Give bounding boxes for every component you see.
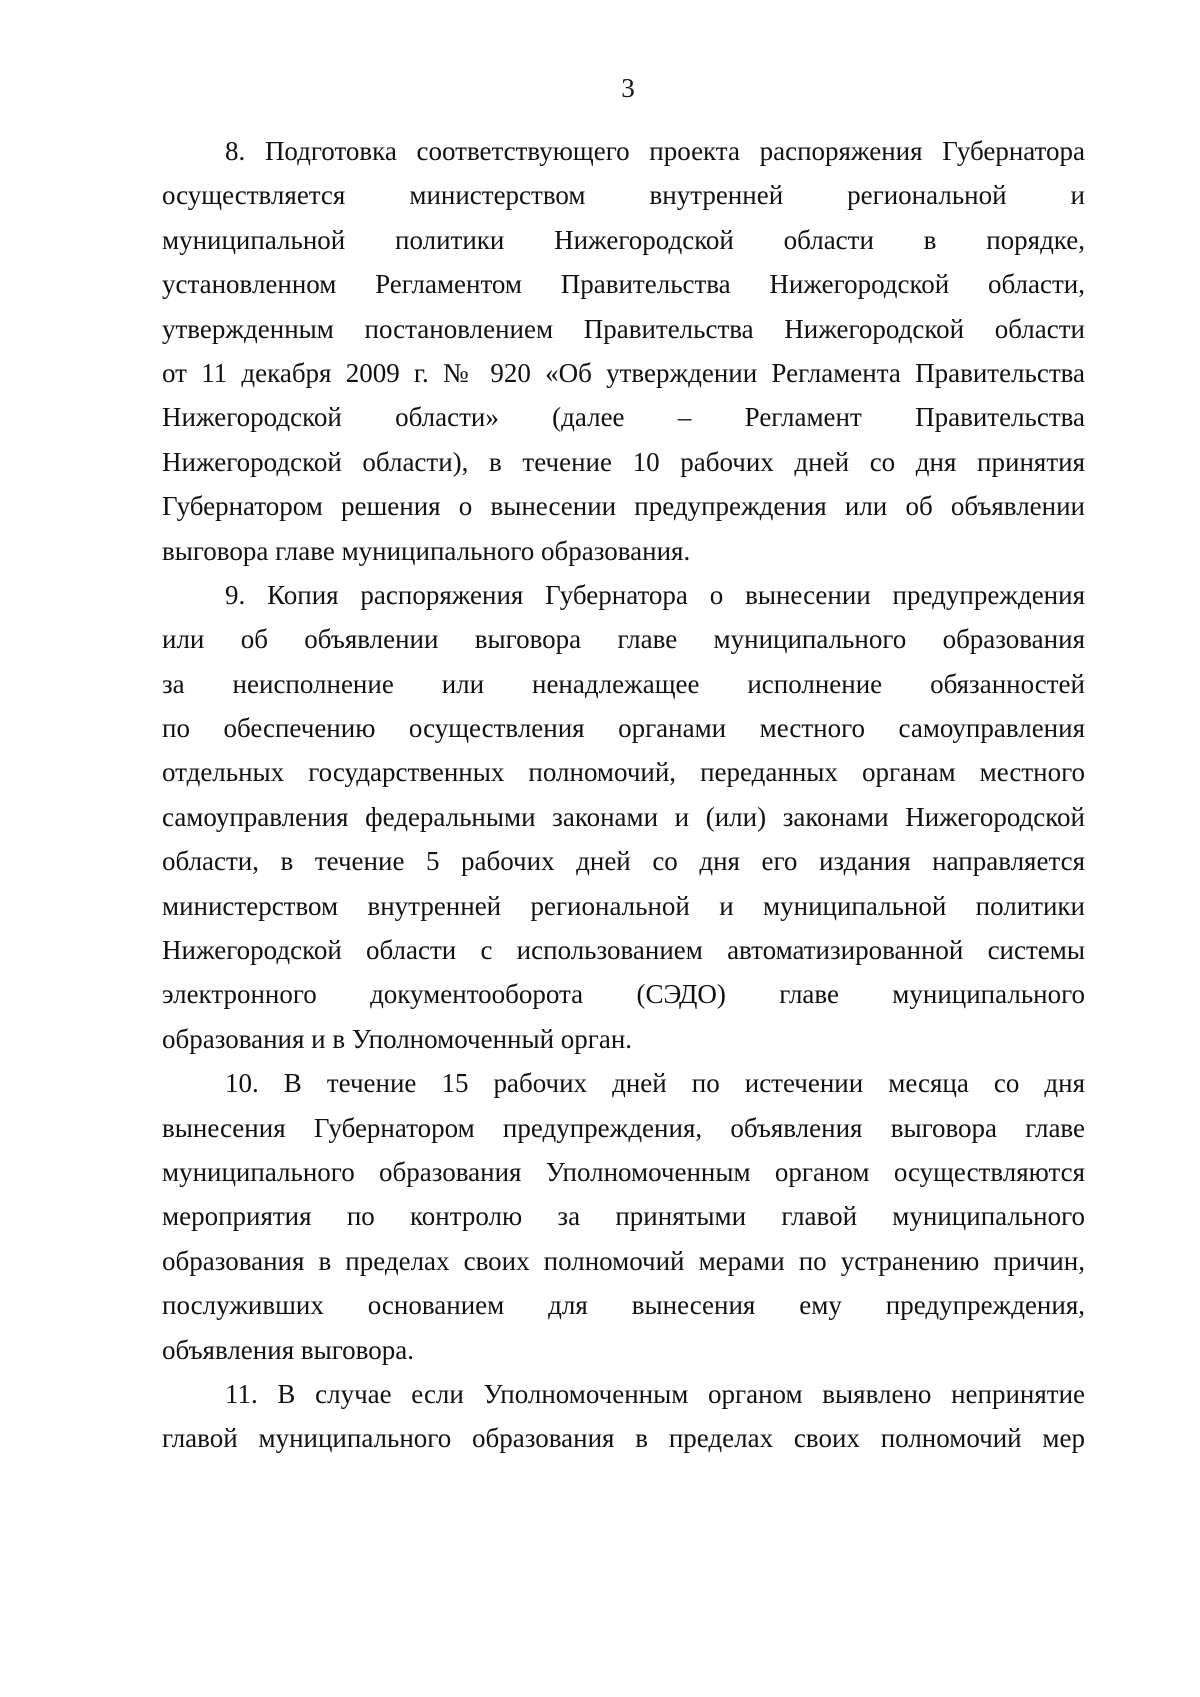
paragraph-8 [162, 129, 1085, 573]
text-line: главой муниципального образования в пределах своих полномочий мер [162, 1423, 1085, 1454]
text-line: 9. Копия распоряжения Губернатора о вынесении предупреждения [225, 579, 1085, 610]
text-line: Нижегородской области» (далее – Регламент Правительства [162, 402, 1085, 433]
text-line: министерством внутренней региональной и муниципальной политики [162, 890, 1085, 921]
text-line: самоуправления федеральными законами и (или) законами Нижегородской [162, 801, 1085, 832]
text-line: выговора главе муниципального образования. [162, 535, 691, 566]
text-line: Нижегородской области с использованием автоматизированной системы [162, 935, 1085, 966]
text-line: 10. В течение 15 рабочих дней по истечении месяца со дня [225, 1068, 1085, 1099]
text-line: от 11 декабря 2009 г. № 920 «Об утверждении Регламента Правительства [162, 357, 1085, 388]
text-line: вынесения Губернатором предупреждения, объявления выговора главе [162, 1112, 1085, 1143]
text-line: утвержденным постановлением Правительства Нижегородской области [162, 313, 1085, 344]
text-line: Нижегородской области), в течение 10 рабочих дней со дня принятия [162, 446, 1085, 477]
text-line: муниципального образования Уполномоченным органом осуществляются [162, 1156, 1085, 1187]
text-line: области, в течение 5 рабочих дней со дня его издания направляется [162, 846, 1085, 877]
text-line: послуживших основанием для вынесения ему предупреждения, [162, 1290, 1085, 1321]
text-line: образования в пределах своих полномочий мерами по устранению причин, [162, 1245, 1085, 1276]
paragraph-9 [162, 573, 1085, 1061]
text-line: мероприятия по контролю за принятыми главой муниципального [162, 1201, 1085, 1232]
text-line: или об объявлении выговора главе муниципального образования [162, 624, 1085, 655]
text-line: муниципальной политики Нижегородской области в порядке, [162, 224, 1085, 255]
text-line: объявления выговора. [162, 1334, 414, 1365]
text-line: 11. В случае если Уполномоченным органом выявлено непринятие [225, 1378, 1085, 1409]
text-line: установленном Регламентом Правительства Нижегородской области, [162, 269, 1085, 300]
text-line: за неисполнение или ненадлежащее исполнение обязанностей [162, 668, 1085, 699]
text-line: по обеспечению осуществления органами местного самоуправления [162, 713, 1085, 744]
text-line: 8. Подготовка соответствующего проекта распоряжения Губернатора [225, 136, 1085, 166]
text-line: образования и в Уполномоченный орган. [162, 1023, 633, 1054]
text-line: Губернатором решения о вынесении предупреждения или об объявлении [162, 491, 1085, 522]
paragraph-11 [162, 1372, 1085, 1461]
text-line: электронного документооборота (СЭДО) главе муниципального [162, 979, 1085, 1010]
text-line: отдельных государственных полномочий, переданных органам местного [162, 757, 1085, 788]
text-line: осуществляется министерством внутренней региональной и [162, 180, 1085, 211]
page-number: 3 [621, 73, 635, 103]
document-body [162, 129, 1085, 1461]
paragraph-10 [162, 1061, 1085, 1372]
